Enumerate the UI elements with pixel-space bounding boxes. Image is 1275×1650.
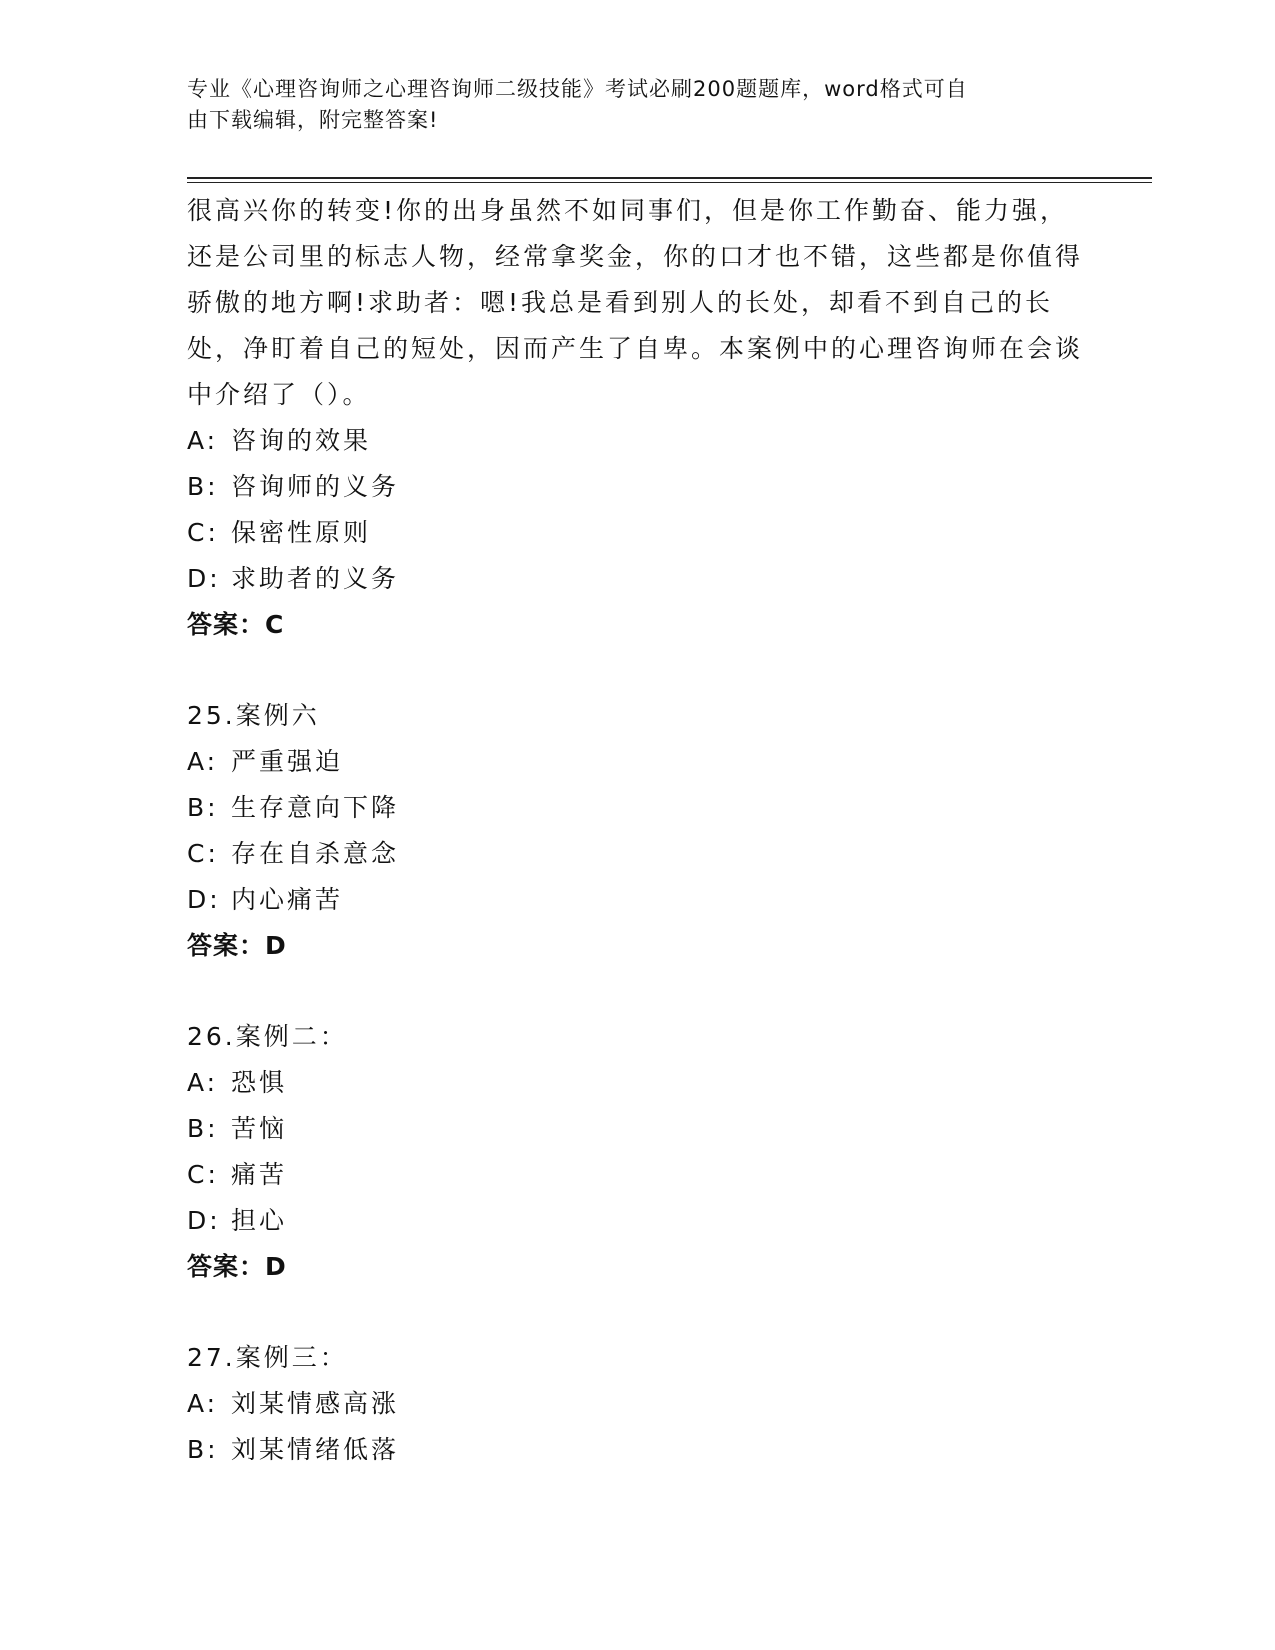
answer-line: 答案：D xyxy=(187,931,287,960)
option-letter: B: xyxy=(187,793,219,822)
option-text: 生存意向下降 xyxy=(231,793,400,822)
option-d xyxy=(187,556,1087,602)
spacer xyxy=(187,648,1087,693)
option-d xyxy=(187,1198,1087,1244)
question-block-24 xyxy=(187,188,1087,648)
spacer xyxy=(187,1290,1087,1335)
option-letter: B: xyxy=(187,1114,219,1143)
option-text: 求助者的义务 xyxy=(231,564,400,593)
question-block-26 xyxy=(187,1014,1087,1290)
option-text: 苦恼 xyxy=(231,1114,288,1143)
option-letter: A: xyxy=(187,426,219,455)
option-d xyxy=(187,877,1087,923)
option-b xyxy=(187,1106,1087,1152)
option-b xyxy=(187,785,1087,831)
header-divider-thick xyxy=(187,177,1152,179)
option-letter: C: xyxy=(187,1160,219,1189)
option-c xyxy=(187,831,1087,877)
question-block-27 xyxy=(187,1335,1087,1473)
header-line-2: 由下载编辑，附完整答案! xyxy=(187,108,439,132)
header-divider-thin xyxy=(187,182,1152,183)
spacer xyxy=(187,969,1087,1014)
option-letter: D: xyxy=(187,1206,221,1235)
option-text: 刘某情绪低落 xyxy=(231,1435,400,1464)
option-a xyxy=(187,739,1087,785)
option-letter: D: xyxy=(187,885,221,914)
option-text: 担心 xyxy=(231,1206,288,1235)
option-c xyxy=(187,510,1087,556)
answer-line: 答案：D xyxy=(187,1252,287,1281)
question-stem: 很高兴你的转变!你的出身虽然不如同事们，但是你工作勤奋、能力强，还是公司里的标志人物，经常拿奖金，你的口才也不错，这些都是你值得骄傲的地方啊!求助者：嗯!我总是看到别人的长处，却看不到自己的长处，净盯着自己的短处，因而产生了自卑。本案例中的心理咨询师在会谈中介绍了（）。 xyxy=(187,196,1084,409)
option-letter: C: xyxy=(187,518,219,547)
question-block-25 xyxy=(187,693,1087,969)
option-letter: B: xyxy=(187,1435,219,1464)
answer-line: 答案：C xyxy=(187,610,285,639)
option-letter: C: xyxy=(187,839,219,868)
option-text: 咨询师的义务 xyxy=(231,472,400,501)
option-a xyxy=(187,418,1087,464)
option-text: 严重强迫 xyxy=(231,747,344,776)
option-letter: A: xyxy=(187,1068,219,1097)
option-letter: B: xyxy=(187,472,219,501)
header-line-1: 专业《心理咨询师之心理咨询师二级技能》考试必刷200题题库，word格式可自 xyxy=(187,77,968,101)
option-text: 保密性原则 xyxy=(231,518,372,547)
option-text: 恐惧 xyxy=(231,1068,288,1097)
option-b xyxy=(187,464,1087,510)
option-text: 咨询的效果 xyxy=(231,426,372,455)
option-text: 痛苦 xyxy=(231,1160,288,1189)
option-b xyxy=(187,1427,1087,1473)
option-text: 存在自杀意念 xyxy=(231,839,400,868)
document-header xyxy=(187,74,1067,136)
option-text: 刘某情感高涨 xyxy=(231,1389,400,1418)
option-letter: A: xyxy=(187,747,219,776)
question-title: 27.案例三： xyxy=(187,1343,348,1372)
option-text: 内心痛苦 xyxy=(231,885,344,914)
question-title: 25.案例六 xyxy=(187,701,320,730)
option-c xyxy=(187,1152,1087,1198)
option-letter: D: xyxy=(187,564,221,593)
option-a xyxy=(187,1060,1087,1106)
option-a xyxy=(187,1381,1087,1427)
question-title: 26.案例二： xyxy=(187,1022,348,1051)
option-letter: A: xyxy=(187,1389,219,1418)
document-body xyxy=(187,188,1087,1473)
